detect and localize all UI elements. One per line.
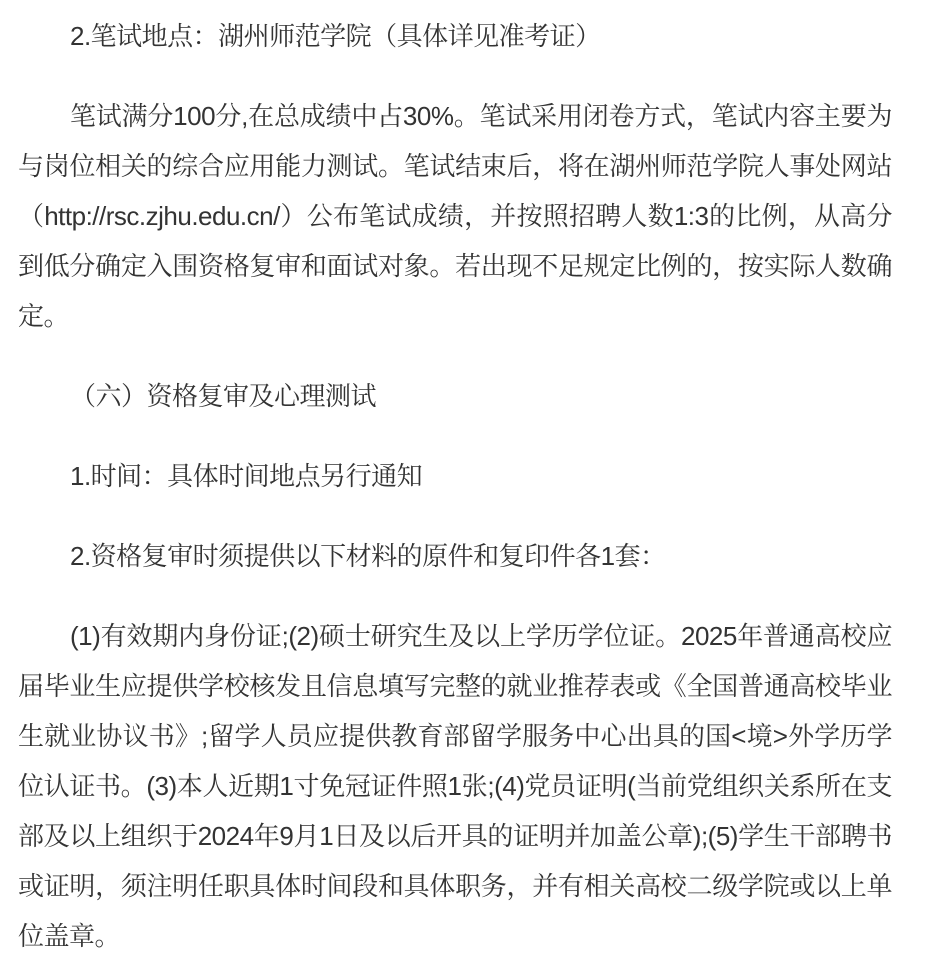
paragraph-review-time: 1.时间：具体时间地点另行通知 — [70, 461, 423, 491]
paragraph-review-materials-intro: 2.资格复审时须提供以下材料的原件和复印件各1套： — [70, 541, 666, 571]
paragraph-written-test-location: 2.笔试地点：湖州师范学院（具体详见准考证） — [70, 21, 601, 51]
paragraph-written-test-details: 笔试满分100分,在总成绩中占30%。笔试采用闭卷方式，笔试内容主要为与岗位相关的综合应用能力测试。笔试结束后，将在湖州师范学院人事处网站（http://rsc.zjhu.edu.cn/）公布笔试成绩，并按照招聘人数1:3的比例，从高分到低分确定入围资格复审和面试对象。若出现不足规定比例的，按实际人数确定。 — [18, 101, 892, 331]
paragraph-review-materials-list: (1)有效期内身份证;(2)硕士研究生及以上学历学位证。2025年普通高校应届毕业生应提供学校核发且信息填写完整的就业推荐表或《全国普通高校毕业生就业协议书》;留学人员应提供教育部留学服务中心出具的国<境>外学历学位认证书。(3)本人近期1寸免冠证件照1张;(4)党员证明(当前党组织关系所在支部及以上组织于2024年9月1日及以后开具的证明并加盖公章);(5)学生干部聘书或证明，须注明任职具体时间段和具体职务，并有相关高校二级学院或以上单位盖章。 — [18, 621, 892, 951]
section-heading-qualification-review: （六）资格复审及心理测试 — [70, 381, 377, 411]
